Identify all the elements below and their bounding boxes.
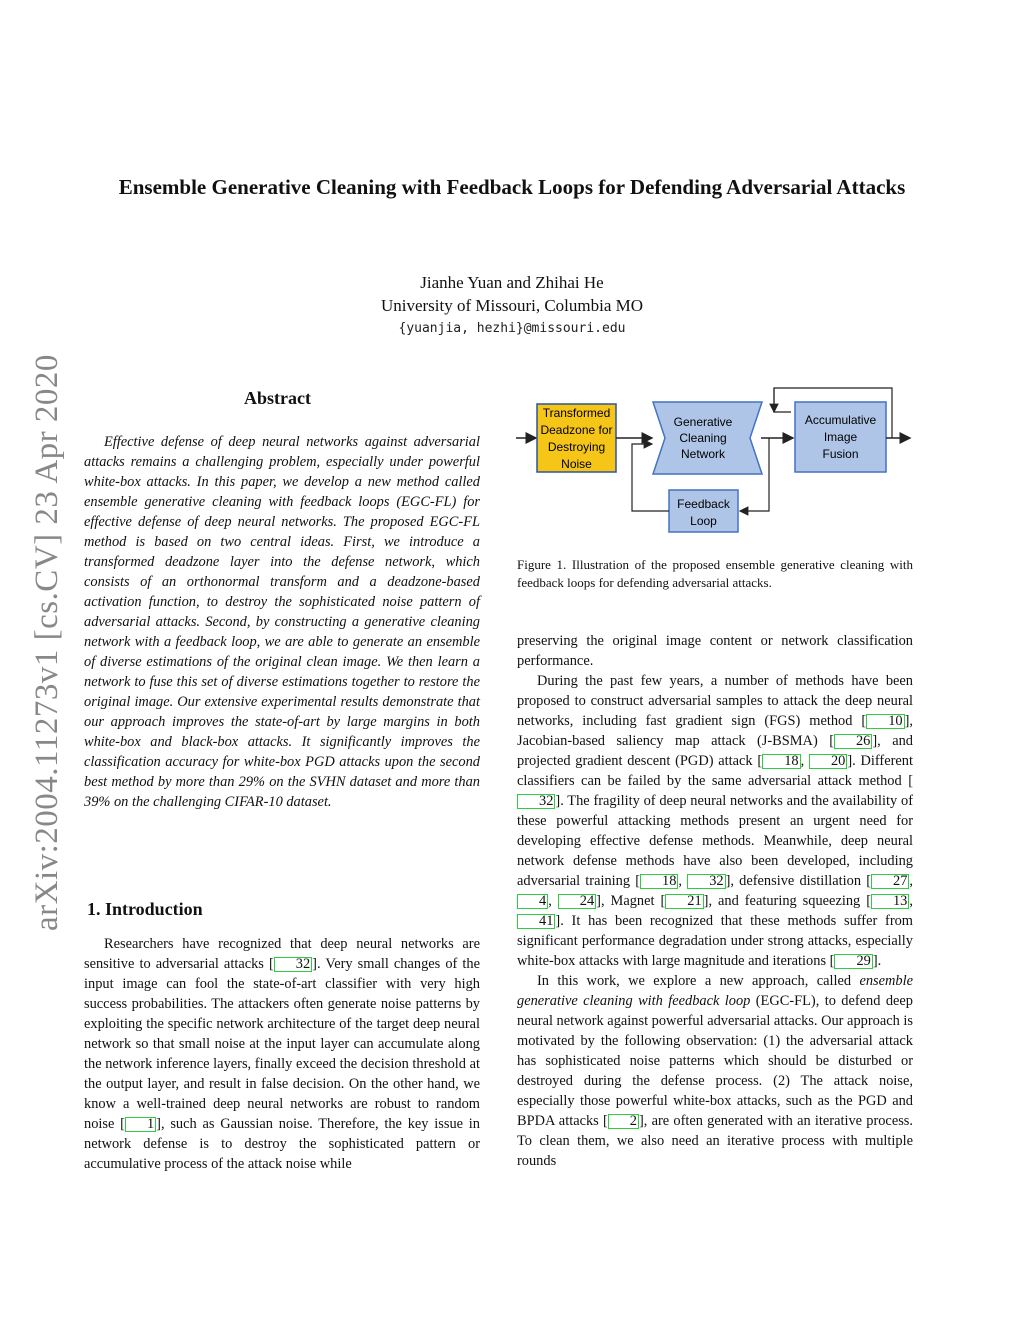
arxiv-stamp: arXiv:2004.11273v1 [cs.CV] 23 Apr 2020	[29, 354, 65, 931]
svg-text:Accumulative: Accumulative	[804, 413, 877, 427]
svg-text:Feedback: Feedback	[677, 497, 730, 511]
svg-text:Cleaning: Cleaning	[679, 431, 727, 445]
svg-text:Noise: Noise	[561, 457, 592, 471]
abstract-body	[84, 432, 480, 812]
citation-link[interactable]: 20	[809, 754, 847, 769]
intro-heading: 1. Introduction	[87, 899, 203, 919]
abstract-heading: Abstract	[244, 388, 311, 408]
svg-text:Image: Image	[823, 430, 858, 444]
intro-paragraph-1: Researchers have recognized that deep neural networks are sensitive to adversarial attacks [ 32 ]. Very small changes of the input image can fool the state-of-art classifier with very high success probabilities. The attackers often generate noise patterns by exploiting the specific network architecture of the target deep neural network so that small noise at the input layer can accumulate along the network inference layers, finally exceed the decision threshold at the output layer, and result in false decision. On the other hand, we know a well-trained deep neural networks are robust to random noise [ 1 ], such as Gaussian noise. Therefore, the key issue in network defense is to destroy the sophisticated pattern or accumulative process of the attack noise while	[84, 936, 480, 1172]
citation-link[interactable]: 13	[871, 894, 909, 909]
intro-column-right	[517, 631, 913, 1171]
citation-link[interactable]: 32	[517, 794, 555, 809]
affiliation: University of Missouri, Columbia MO	[380, 296, 644, 315]
citation-link[interactable]: 29	[834, 954, 872, 969]
svg-text:Destroying: Destroying	[547, 440, 606, 454]
citation-link[interactable]: 32	[274, 957, 312, 972]
transformed-deadzone-box	[537, 404, 616, 472]
citation-link[interactable]: 2	[608, 1114, 639, 1129]
citation-link[interactable]: 24	[558, 894, 596, 909]
citation-link[interactable]: 26	[834, 734, 872, 749]
svg-text:Loop: Loop	[690, 514, 717, 528]
intro-paragraph-3: In this work, we explore a new approach, called ensemble generative cleaning with feedback loop (EGC-FL), to defend deep neural network against powerful adversarial attacks. Our approach is motivated by the following observation: (1) the adversarial attack has sophisticated noise patterns which should be disturbed or destroyed during the defense process. (2) The attack noise, especially those powerful white-box attacks, such as the PGD and BPDA attacks [ 2 ], are often generated with an iterative process. To clean them, we also need an iterative process with multiple rounds	[517, 973, 914, 1169]
citation-link[interactable]: 21	[665, 894, 703, 909]
citation-link[interactable]: 10	[866, 714, 904, 729]
citation-link[interactable]: 27	[871, 874, 909, 889]
citation-link[interactable]: 1	[125, 1117, 156, 1132]
authors: Jianhe Yuan and Zhihai He	[420, 273, 604, 292]
abstract-text: Effective defense of deep neural networks against adversarial attacks remains a challenging problem, especially under powerful white-box attacks. In this paper, we develop a new method called ensemble generative cleaning with feedback loops (EGC-FL) for effective defense of deep neural networks. The proposed EGC-FL method is based on two central ideas. First, we introduce a transformed deadzone layer into the defense network, which consists of an orthonormal transform and a deadzone-based activation function, to destroy the sophisticated noise pattern of adversarial attacks. Second, by constructing a generative cleaning network with a feedback loop, we are able to generate an ensemble of diverse estimations of the original clean image. We then learn a network to fuse this set of diverse estimations together to restore the original image. Our extensive experimental results demonstrate that our approach improves the state-of-art by large margins in both white-box and black-box attacks. It significantly improves the classification accuracy for white-box PGD attacks upon the second best method by more than 29% on the SVHN dataset and more than 39% on the challenging CIFAR-10 dataset.	[84, 434, 480, 810]
feedback-loop-box	[669, 490, 738, 532]
author-block	[262, 271, 762, 317]
figure-1-diagram	[512, 382, 912, 542]
generative-cleaning-box	[653, 402, 762, 474]
svg-text:Network: Network	[680, 447, 726, 461]
citation-link[interactable]: 18	[640, 874, 678, 889]
figure-1-caption: Figure 1. Illustration of the proposed ensemble generative cleaning with feedback loops for defending adversarial attacks.	[517, 557, 913, 590]
citation-link[interactable]: 18	[762, 754, 800, 769]
citation-link[interactable]: 4	[517, 894, 548, 909]
citation-link[interactable]: 41	[517, 914, 555, 929]
citation-link[interactable]: 32	[687, 874, 725, 889]
svg-text:Deadzone for: Deadzone for	[540, 423, 613, 437]
accumulative-fusion-box	[795, 402, 886, 472]
paper-title: Ensemble Generative Cleaning with Feedback Loops for Defending Adversarial Attacks	[118, 175, 906, 199]
svg-text:Transformed: Transformed	[542, 406, 611, 420]
svg-text:Fusion: Fusion	[822, 447, 859, 461]
svg-text:Generative: Generative	[673, 415, 733, 429]
intro-paragraph-2: During the past few years, a number of methods have been proposed to construct adversarial samples to attack the deep neural networks, including fast gradient sign (FGS) method [ 10 ], Jacobian-based saliency map attack (J-BSMA) [ 26 ], and projected gradient descent (PGD) attack [ 18 , 20 ]. Different classifiers can be failed by the same adversarial attack method [32 ]. The fragility of deep neural networks and the availability of these powerful attacking methods present an urgent need for developing effective defense methods. Meanwhile, deep neural network defense methods have also been developed, including adversarial training [ 18 , 32 ], defensive distillation [ 27 , 4 , 24 ], Magnet [ 21 ], and featuring squeezing [ 13 , 41 ]. It has been recognized that these methods suffer from significant performance degradation under strong attacks, especially white-box attacks with large magnitude and iterations [ 29 ].	[517, 673, 913, 969]
emails: {yuanjia, hezhi}@missouri.edu	[398, 321, 626, 336]
intro-column-left	[84, 934, 480, 1174]
intro-paragraph-1-cont: preserving the original image content or network classification performance.	[517, 633, 913, 669]
